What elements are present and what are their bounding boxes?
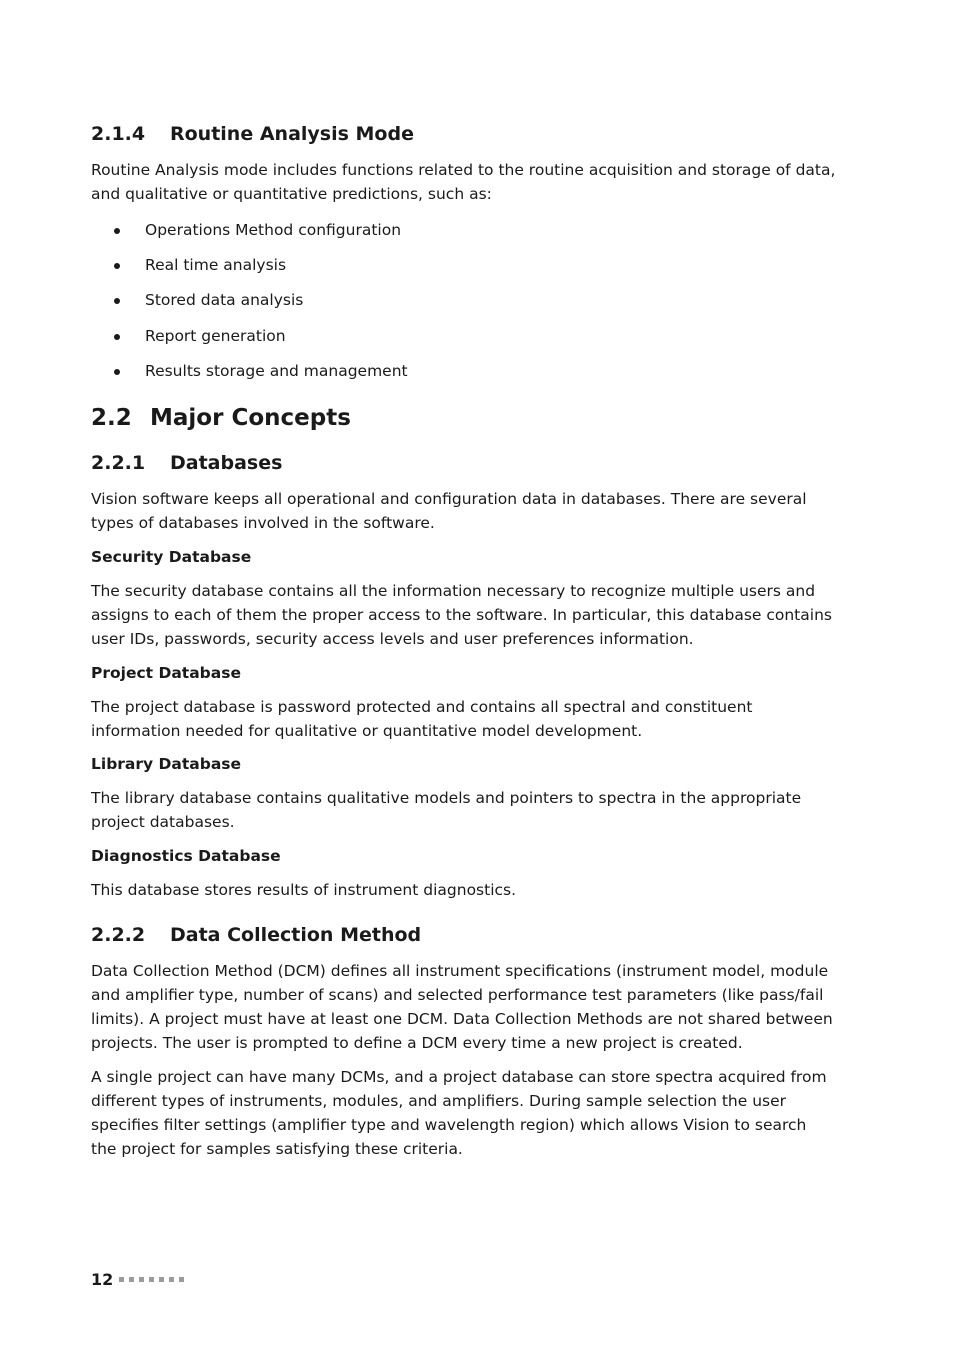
databases-intro: Vision software keeps all operational and configuration data in databases. There are several types of databases involved in the software. <box>91 490 807 532</box>
section-number: 2.1.4 <box>91 123 146 145</box>
section-title: Routine Analysis Mode <box>170 123 414 145</box>
square-icon <box>139 1277 144 1282</box>
list-item-text: Report generation <box>145 327 286 345</box>
routine-analysis-intro: Routine Analysis mode includes functions related to the routine acquisition and storage of data, and qualitative or quantitative predictions, such as: <box>91 161 836 203</box>
square-icon <box>179 1277 184 1282</box>
section-number: 2.2.2 <box>91 924 146 946</box>
project-database-text: The project database is password protected and contains all spectral and constituent information needed for qualitative or quantitative model development. <box>91 698 753 740</box>
page-number: 12 <box>91 1270 114 1289</box>
square-icon <box>119 1277 124 1282</box>
square-icon <box>149 1277 154 1282</box>
section-title: Databases <box>170 452 283 474</box>
section-title: Major Concepts <box>150 405 351 431</box>
bullet-icon <box>114 263 120 269</box>
bullet-icon <box>114 369 120 375</box>
list-item-text: Results storage and management <box>145 362 408 380</box>
section-number: 2.2 <box>91 405 132 431</box>
heading-routine-analysis-mode <box>91 122 414 146</box>
heading-databases <box>91 451 282 475</box>
list-item-text: Stored data analysis <box>145 291 304 309</box>
subheading-library-database: Library Database <box>91 755 242 773</box>
section-number: 2.2.1 <box>91 452 146 474</box>
dcm-paragraph-1: Data Collection Method (DCM) defines all instrument specifications (instrument model, module and amplifier type, number of scans) and selected performance test parameters (like pass/fail limits). A project must have at least one DCM. Data Collection Methods are not shared between projects. The user is prompted to define a DCM every time a new project is created. <box>91 962 833 1052</box>
dcm-paragraph-2: A single project can have many DCMs, and a project database can store spectra acquired from different types of instruments, modules, and amplifiers. During sample selection the user specifies filter settings (amplifier type and wavelength region) which allows Vision to search the project for samples satisfying these criteria. <box>91 1068 827 1158</box>
square-icon <box>169 1277 174 1282</box>
security-database-text: The security database contains all the information necessary to recognize multiple users and assigns to each of them the proper access to the software. In particular, this database contains user IDs, passwords, security access levels and user preferences information. <box>91 582 832 648</box>
list-item-text: Real time analysis <box>145 256 287 274</box>
library-database-text: The library database contains qualitative models and pointers to spectra in the appropriate project databases. <box>91 789 802 831</box>
heading-data-collection-method <box>91 923 421 947</box>
subheading-diagnostics-database: Diagnostics Database <box>91 847 281 865</box>
heading-major-concepts <box>91 404 351 432</box>
section-title: Data Collection Method <box>170 924 422 946</box>
square-icon <box>129 1277 134 1282</box>
list-item-text: Operations Method configuration <box>145 221 402 239</box>
diagnostics-database-text: This database stores results of instrument diagnostics. <box>91 881 517 899</box>
bullet-icon <box>114 334 120 340</box>
subheading-project-database: Project Database <box>91 664 241 682</box>
subheading-security-database: Security Database <box>91 548 252 566</box>
square-icon <box>159 1277 164 1282</box>
bullet-icon <box>114 298 120 304</box>
bullet-icon <box>114 228 120 234</box>
